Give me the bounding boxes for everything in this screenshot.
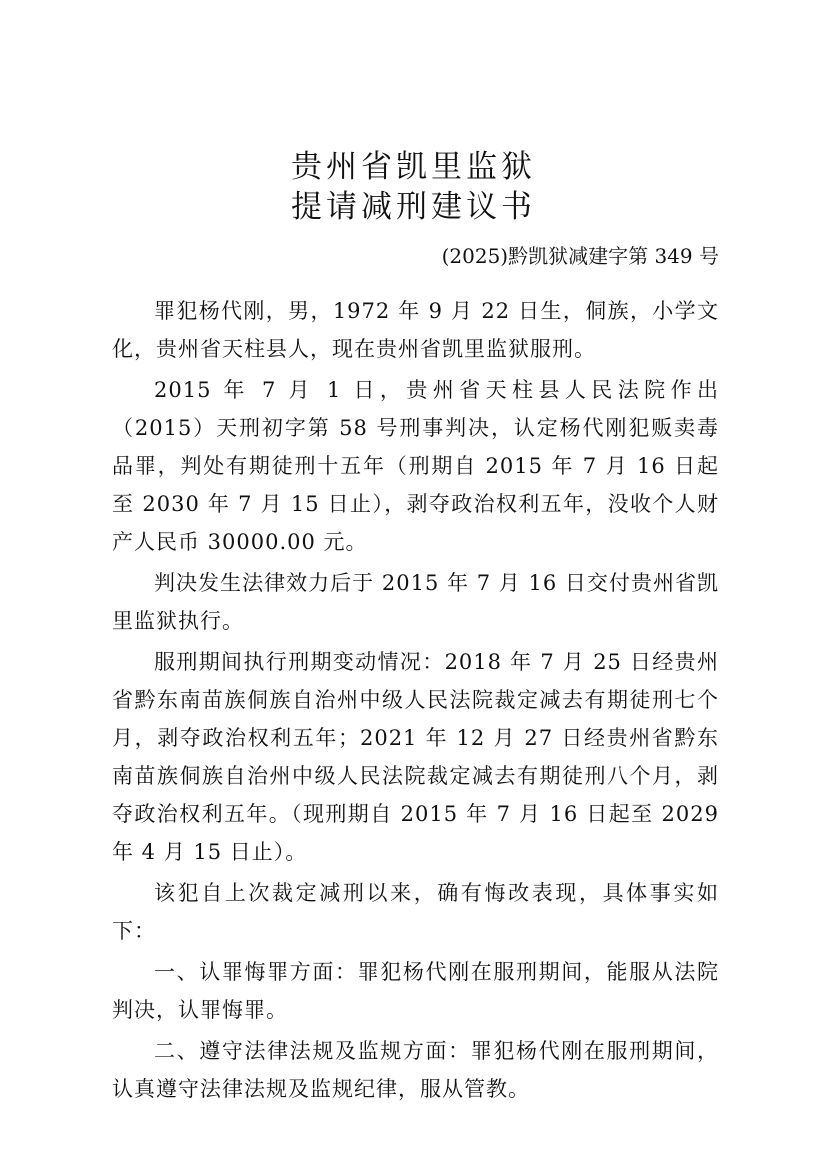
paragraph-law-compliance: 二、遵守法律法规及监规方面：罪犯杨代刚在服刑期间，认真遵守法律法规及监规纪律，服从管教。 bbox=[112, 1039, 719, 1101]
paragraph-execution: 判决发生法律效力后于 2015 年 7 月 16 日交付贵州省凯里监狱执行。 bbox=[112, 571, 719, 633]
paragraph-guilt-admission: 一、认罪悔罪方面：罪犯杨代刚在服刑期间，能服从法院判决，认罪悔罪。 bbox=[112, 960, 719, 1022]
document-title-line2: 提请减刑建议书 bbox=[291, 189, 536, 225]
document-title-line1: 贵州省凯里监狱 bbox=[291, 149, 536, 185]
document-number: (2025)黔凯狱减建字第 349 号 bbox=[441, 244, 719, 268]
paragraph-sentence-changes: 服刑期间执行刑期变动情况：2018 年 7 月 25 日经贵州省黔东南苗族侗族自治州中级人民法院裁定减去有期徒刑七个月，剥夺政治权利五年；2021 年 12 月 27 日经贵州省黔东南苗族侗族自治州中级人民法院裁定减去有期徒刑八个月，剥夺政治权利五年。（现刑期自 2015 年 7 月 16 日起至 2029 年 4 月 15 日止）。 bbox=[112, 650, 719, 864]
paragraph-offender-info: 罪犯杨代刚，男，1972 年 9 月 22 日生，侗族，小学文化，贵州省天柱县人，现在贵州省凯里监狱服刑。 bbox=[112, 299, 719, 361]
paragraph-judgment: 2015 年 7 月 1 日，贵州省天柱县人民法院作出（2015）天刑初字第 58 号刑事判决，认定杨代刚犯贩卖毒品罪，判处有期徒刑十五年（刑期自 2015 年 7 月 16 日起至 2030 年 7 月 15 日止），剥夺政治权利五年，没收个人财产人民币 30000.00 元。 bbox=[112, 378, 719, 554]
document-body bbox=[112, 292, 719, 1111]
paragraph-repentance-intro: 该犯自上次裁定减刑以来，确有悔改表现，具体事实如下： bbox=[112, 881, 719, 943]
